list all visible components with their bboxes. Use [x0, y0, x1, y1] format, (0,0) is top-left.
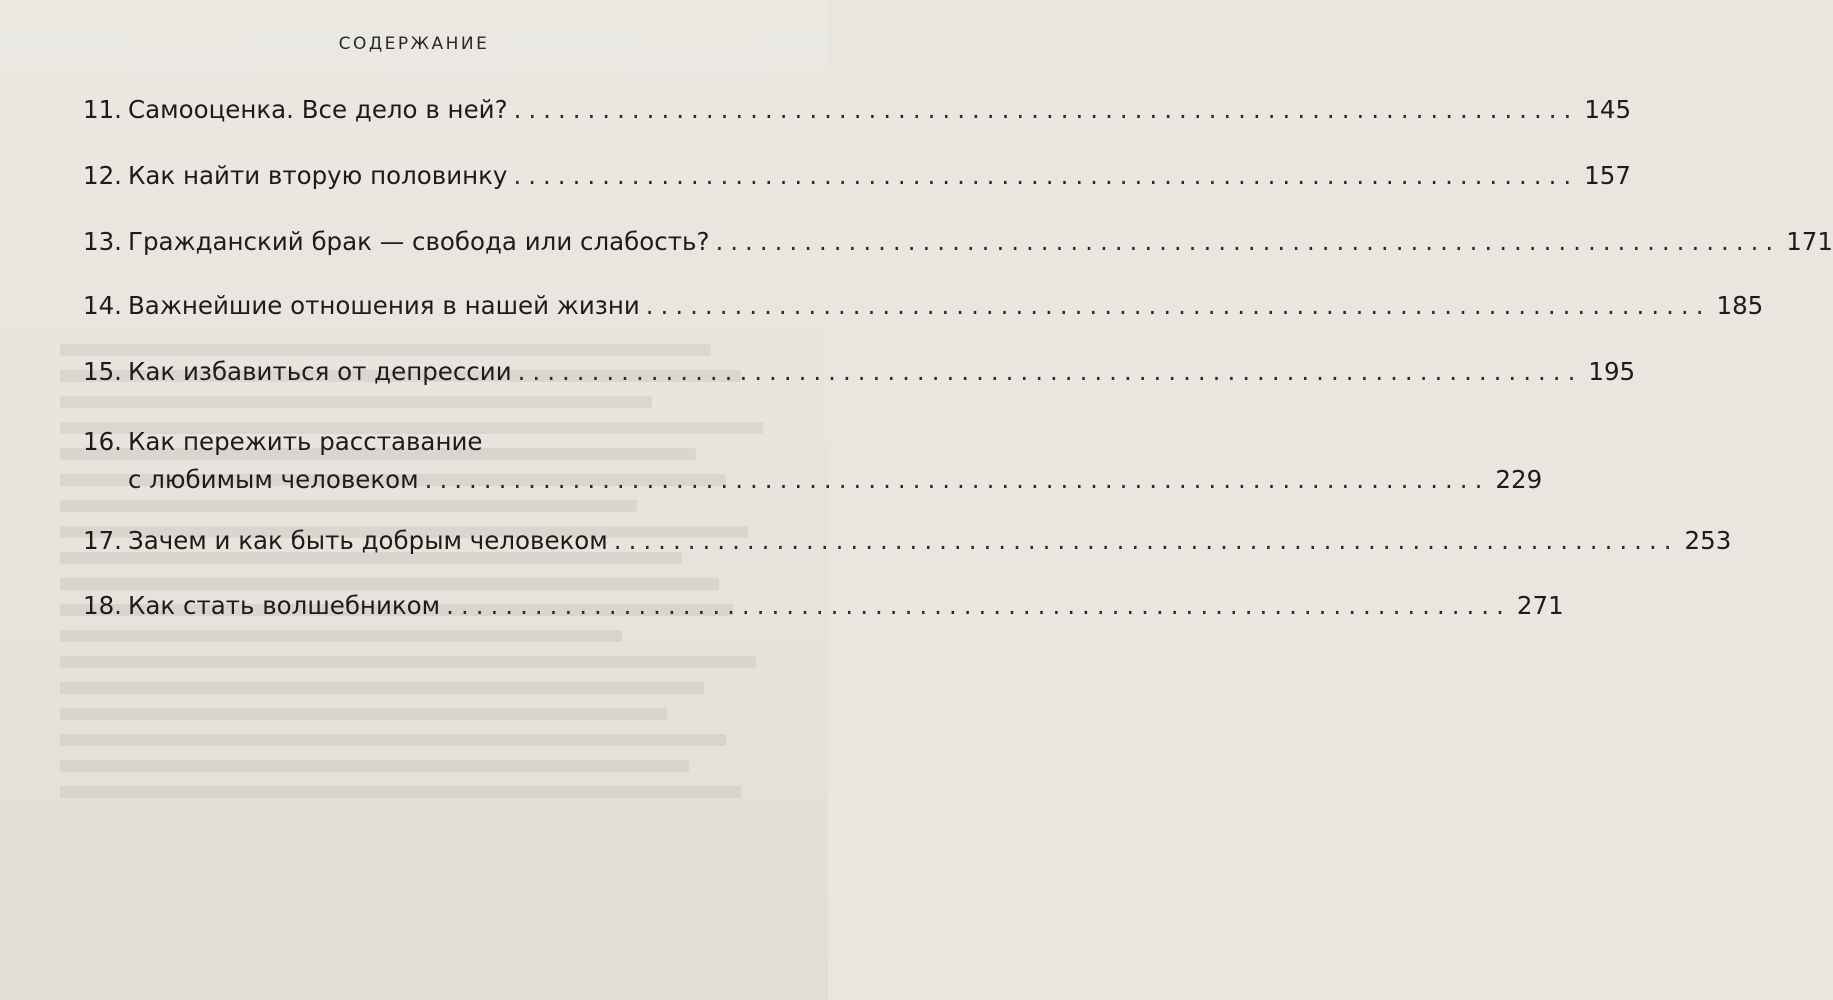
- entry-title: Гражданский брак — свобода или слабость?: [128, 227, 710, 256]
- leader-dots: ........................................................................: [613, 526, 1679, 555]
- entry-title: Как найти вторую половинку: [128, 161, 508, 190]
- entry-number: 17.: [83, 526, 122, 555]
- entry-page: 145: [1584, 95, 1632, 124]
- entry-page: 157: [1584, 161, 1631, 190]
- entry-number: 14.: [83, 291, 122, 320]
- toc-entry-14: [83, 287, 1764, 325]
- entry-page: 271: [1516, 591, 1564, 620]
- contents-heading: СОДЕРЖАНИЕ: [338, 34, 490, 54]
- entry-page: 195: [1588, 357, 1636, 386]
- entry-page: 229: [1495, 465, 1543, 494]
- entry-number: 15.: [83, 357, 122, 386]
- leader-dots: ........................................................................: [715, 227, 1781, 256]
- entry-number: 12.: [83, 161, 122, 190]
- entry-page: 171: [1786, 227, 1833, 256]
- toc-entry-16: [83, 423, 1543, 499]
- leader-dots: ........................................................................: [645, 291, 1711, 320]
- toc-entry-13: [83, 223, 1833, 261]
- entry-number: 11.: [83, 95, 122, 124]
- entry-page: 253: [1684, 526, 1732, 555]
- entry-title-continued: с любимым человеком: [128, 465, 419, 494]
- toc-entry-18: [83, 587, 1564, 625]
- entry-title: Как пережить расставание: [128, 427, 483, 456]
- leader-dots: ........................................................................: [446, 591, 1511, 620]
- entry-number: 18.: [83, 591, 122, 620]
- entry-title: Как избавиться от депрессии: [128, 357, 512, 386]
- entry-title: Важнейшие отношения в нашей жизни: [128, 291, 640, 320]
- toc-entry-17: [83, 522, 1732, 560]
- leader-dots: ........................................................................: [513, 95, 1579, 124]
- leader-dots: ........................................................................: [513, 161, 1579, 190]
- toc-entry-11: [83, 91, 1632, 129]
- leader-dots: ........................................................................: [424, 465, 1490, 494]
- entry-number: 16.: [83, 427, 122, 456]
- toc-entry-15: [83, 353, 1636, 391]
- entry-number: 13.: [83, 227, 122, 256]
- entry-title: Как стать волшебником: [128, 591, 441, 620]
- entry-title: Зачем и как быть добрым человеком: [128, 526, 608, 555]
- toc-entry-12: [83, 157, 1631, 195]
- entry-title: Самооценка. Все дело в ней?: [128, 95, 508, 124]
- entry-page: 185: [1716, 291, 1764, 320]
- leader-dots: ........................................................................: [517, 357, 1583, 386]
